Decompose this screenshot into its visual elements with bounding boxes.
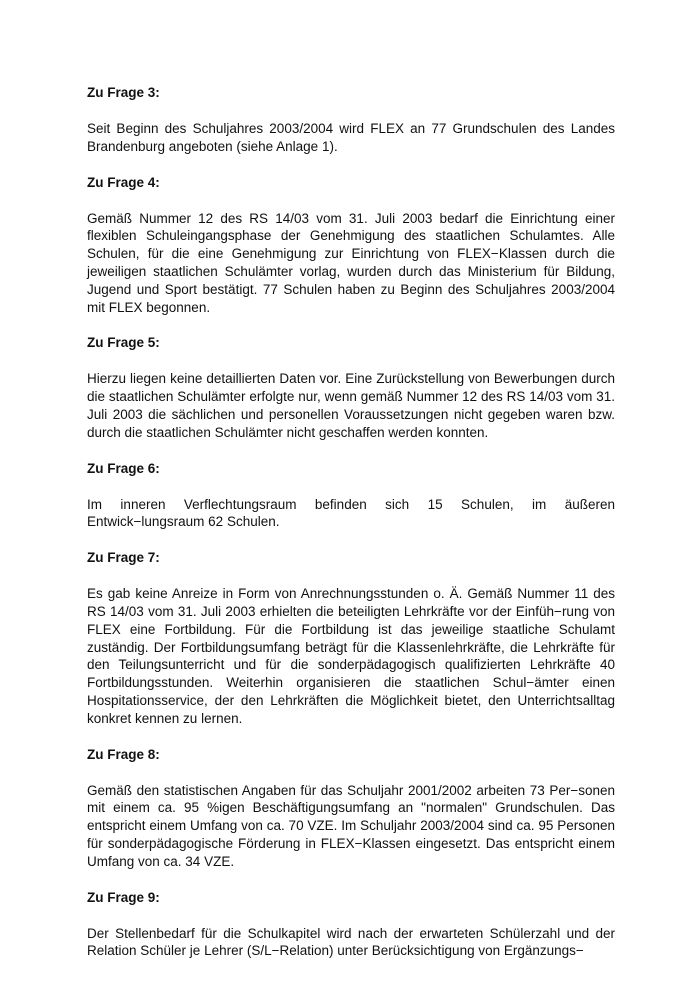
section-paragraph: Im inneren Verflechtungsraum befinden sich 15 Schulen, im äußeren Entwick−lungsraum 62 Schulen. [87,496,615,530]
answer-section-5 [87,334,615,441]
section-heading: Zu Frage 4: [87,174,160,190]
section-paragraph: Hierzu liegen keine detaillierten Daten vor. Eine Zurückstellung von Bewerbungen durch die staatlichen Schulämter erfolgte nur, wenn gemäß Nummer 12 des RS 14/03 vom 31. Juli 2003 die sächlichen und personellen Voraussetzungen nicht gegeben waren bzw. durch die staatlichen Schulämter nicht geschaffen werden konnten. [87,371,615,440]
answer-section-8 [87,746,615,871]
answer-section-6 [87,460,615,532]
section-paragraph: Seit Beginn des Schuljahres 2003/2004 wird FLEX an 77 Grundschulen des Landes Brandenburg angeboten (siehe Anlage 1). [87,121,615,154]
section-heading: Zu Frage 7: [87,550,160,566]
section-paragraph: Gemäß Nummer 12 des RS 14/03 vom 31. Juli 2003 bedarf die Einrichtung einer flexiblen Schuleingangsphase der Genehmigung des staatlichen Schulamtes. Alle Schulen, für die eine Genehmigung zur Einrichtung von FLEX−Klassen durch die jeweiligen staatlichen Schulämter vorlag, wurden durch das Ministerium für Bildung, Jugend und Sport bestätigt. 77 Schulen haben zu Beginn des Schuljahres 2003/2004 mit FLEX begonnen. [87,210,615,315]
section-paragraph: Der Stellenbedarf für die Schulkapitel wird nach der erwarteten Schülerzahl und der Relation Schüler je Lehrer (S/L−Relation) unter Berücksichtigung von Ergänzungs− [87,925,615,959]
section-heading: Zu Frage 9: [87,889,160,905]
section-paragraph: Es gab keine Anreize in Form von Anrechnungsstunden o. Ä. Gemäß Nummer 11 des RS 14/03 vom 31. Juli 2003 erhielten die beteiligten Lehrkräfte vor der Einfüh−rung von FLEX eine Fortbildung. Für die Fortbildung ist das jeweilige staatliche Schulamt zuständig. Der Fortbildungsumfang beträgt für die Klassenlehrkräfte, die Lehrkräfte für den Teilungsunterricht und für die sonderpädagogisch qualifizierten Lehrkräfte 40 Fortbildungsstunden. Weiterhin organisieren die staatlichen Schul−ämter einen Hospitationsservice, der den Lehrkräften die Möglichkeit bietet, den Unterrichtsalltag konkret kennen zu lernen. [87,586,615,726]
answer-section-3 [87,84,615,156]
section-heading: Zu Frage 5: [87,335,160,351]
section-paragraph: Gemäß den statistischen Angaben für das Schuljahr 2001/2002 arbeiten 73 Per−sonen mit einem ca. 95 %igen Beschäftigungsumfang an "normalen" Grundschulen. Das entspricht einem Umfang von ca. 70 VZE. Im Schuljahr 2003/2004 sind ca. 95 Personen für sonderpädagogische Förderung in FLEX−Klassen eingesetzt. Das entspricht einem Umfang von ca. 34 VZE. [87,782,615,869]
answer-section-4 [87,174,615,317]
section-heading: Zu Frage 6: [87,460,160,476]
answer-section-7 [87,549,615,727]
section-heading: Zu Frage 8: [87,746,160,762]
section-heading: Zu Frage 3: [87,85,160,100]
answer-section-9 [87,889,615,961]
document-page [87,84,615,960]
